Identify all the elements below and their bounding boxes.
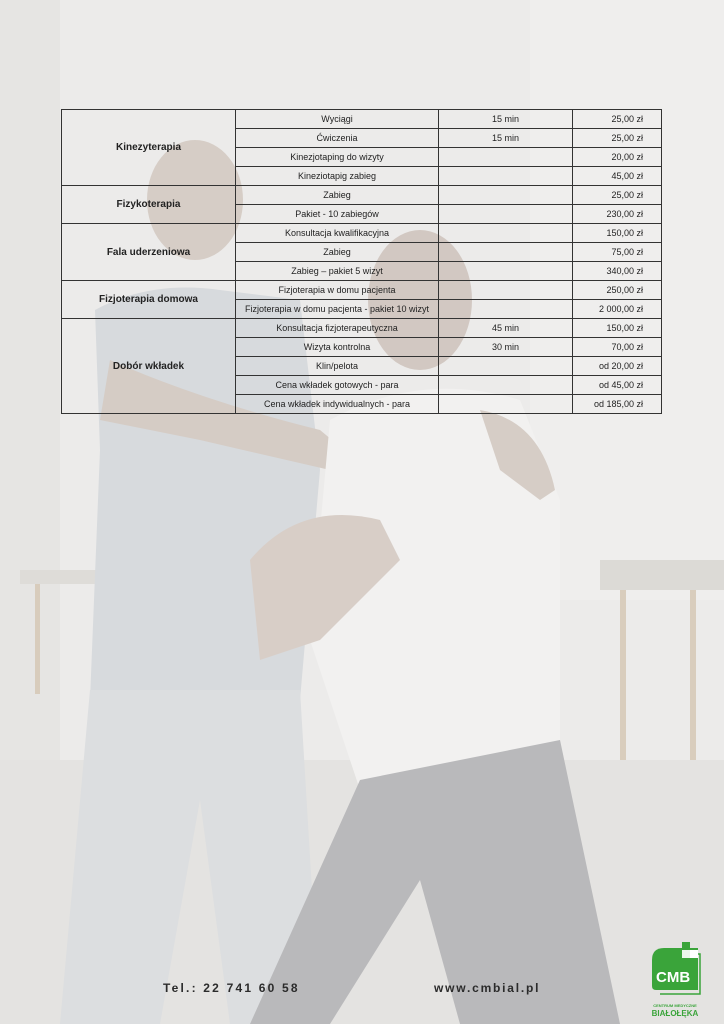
service-price: 20,00 zł [573,148,662,167]
service-duration [439,186,573,205]
service-name: Klin/pelota [236,357,439,376]
table-row [62,319,662,338]
service-duration: 30 min [439,338,573,357]
category-name: Fizjoterapia domowa [62,281,236,319]
table-row [62,224,662,243]
service-duration [439,357,573,376]
table-row [62,110,662,129]
service-name: Pakiet - 10 zabiegów [236,205,439,224]
cmb-logo [646,940,704,1002]
service-duration [439,205,573,224]
service-name: Fizjoterapia w domu pacjenta [236,281,439,300]
service-duration: 15 min [439,129,573,148]
service-duration [439,243,573,262]
service-duration: 15 min [439,110,573,129]
logo-name: BIAŁOŁĘKA [651,1009,699,1018]
service-price: 230,00 zł [573,205,662,224]
service-price: 150,00 zł [573,319,662,338]
footer-website[interactable]: www.cmbial.pl [434,981,541,995]
service-duration [439,281,573,300]
service-name: Zabieg – pakiet 5 wizyt [236,262,439,281]
service-duration [439,148,573,167]
service-name: Konsultacja fizjoterapeutyczna [236,319,439,338]
price-table-body [62,110,662,414]
service-name: Zabieg [236,186,439,205]
category-name: Fizykoterapia [62,186,236,224]
logo-abbr: CMB [656,969,691,986]
service-name: Kinezjotaping do wizyty [236,148,439,167]
service-name: Konsultacja kwalifikacyjna [236,224,439,243]
service-price: 45,00 zł [573,167,662,186]
service-duration [439,300,573,319]
service-price: 2 000,00 zł [573,300,662,319]
table-row [62,281,662,300]
service-duration [439,167,573,186]
service-name: Ćwiczenia [236,129,439,148]
service-name: Cena wkładek indywidualnych - para [236,395,439,414]
service-price: od 185,00 zł [573,395,662,414]
service-price: 25,00 zł [573,110,662,129]
service-name: Kineziotapig zabieg [236,167,439,186]
service-name: Cena wkładek gotowych - para [236,376,439,395]
service-name: Fizjoterapia w domu pacjenta - pakiet 10 wizyt [236,300,439,319]
service-price: od 20,00 zł [573,357,662,376]
price-table [61,109,662,414]
category-name: Fala uderzeniowa [62,224,236,281]
service-price: 25,00 zł [573,186,662,205]
logo-subtitle: CENTRUM MEDYCZNE [653,1003,697,1008]
service-price: 25,00 zł [573,129,662,148]
category-name: Kinezyterapia [62,110,236,186]
service-duration [439,262,573,281]
service-duration [439,224,573,243]
service-name: Wizyta kontrolna [236,338,439,357]
service-duration: 45 min [439,319,573,338]
service-name: Zabieg [236,243,439,262]
service-name: Wyciągi [236,110,439,129]
service-price: 70,00 zł [573,338,662,357]
service-price: 250,00 zł [573,281,662,300]
service-duration [439,376,573,395]
service-price: 75,00 zł [573,243,662,262]
service-price: 340,00 zł [573,262,662,281]
table-row [62,186,662,205]
service-price: od 45,00 zł [573,376,662,395]
footer-phone: Tel.: 22 741 60 58 [163,981,300,995]
service-duration [439,395,573,414]
service-price: 150,00 zł [573,224,662,243]
category-name: Dobór wkładek [62,319,236,414]
